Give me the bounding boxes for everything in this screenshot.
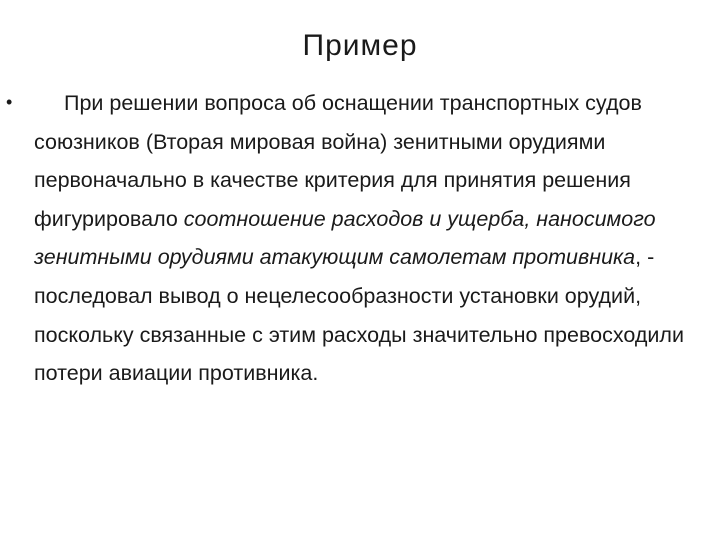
body-paragraph bbox=[34, 84, 714, 393]
slide-title: Пример bbox=[302, 29, 418, 62]
paragraph-text-start: При решении вопроса об оснащении транспортных судов союзников (Вторая мировая война) зенитными орудиями первоначально в качестве критерия для принятия решения фигурировало bbox=[34, 91, 642, 231]
paragraph-text-end: , - последовал вывод о нецелесообразности установки орудий, поскольку связанные с этим расходы значительно превосходили потери авиации противника. bbox=[34, 245, 684, 386]
bullet-marker: • bbox=[6, 92, 13, 112]
paragraph-italic-emphasis: соотношение расходов и ущерба, наносимого зенитными орудиями атакующим самолетам противника bbox=[34, 206, 656, 270]
